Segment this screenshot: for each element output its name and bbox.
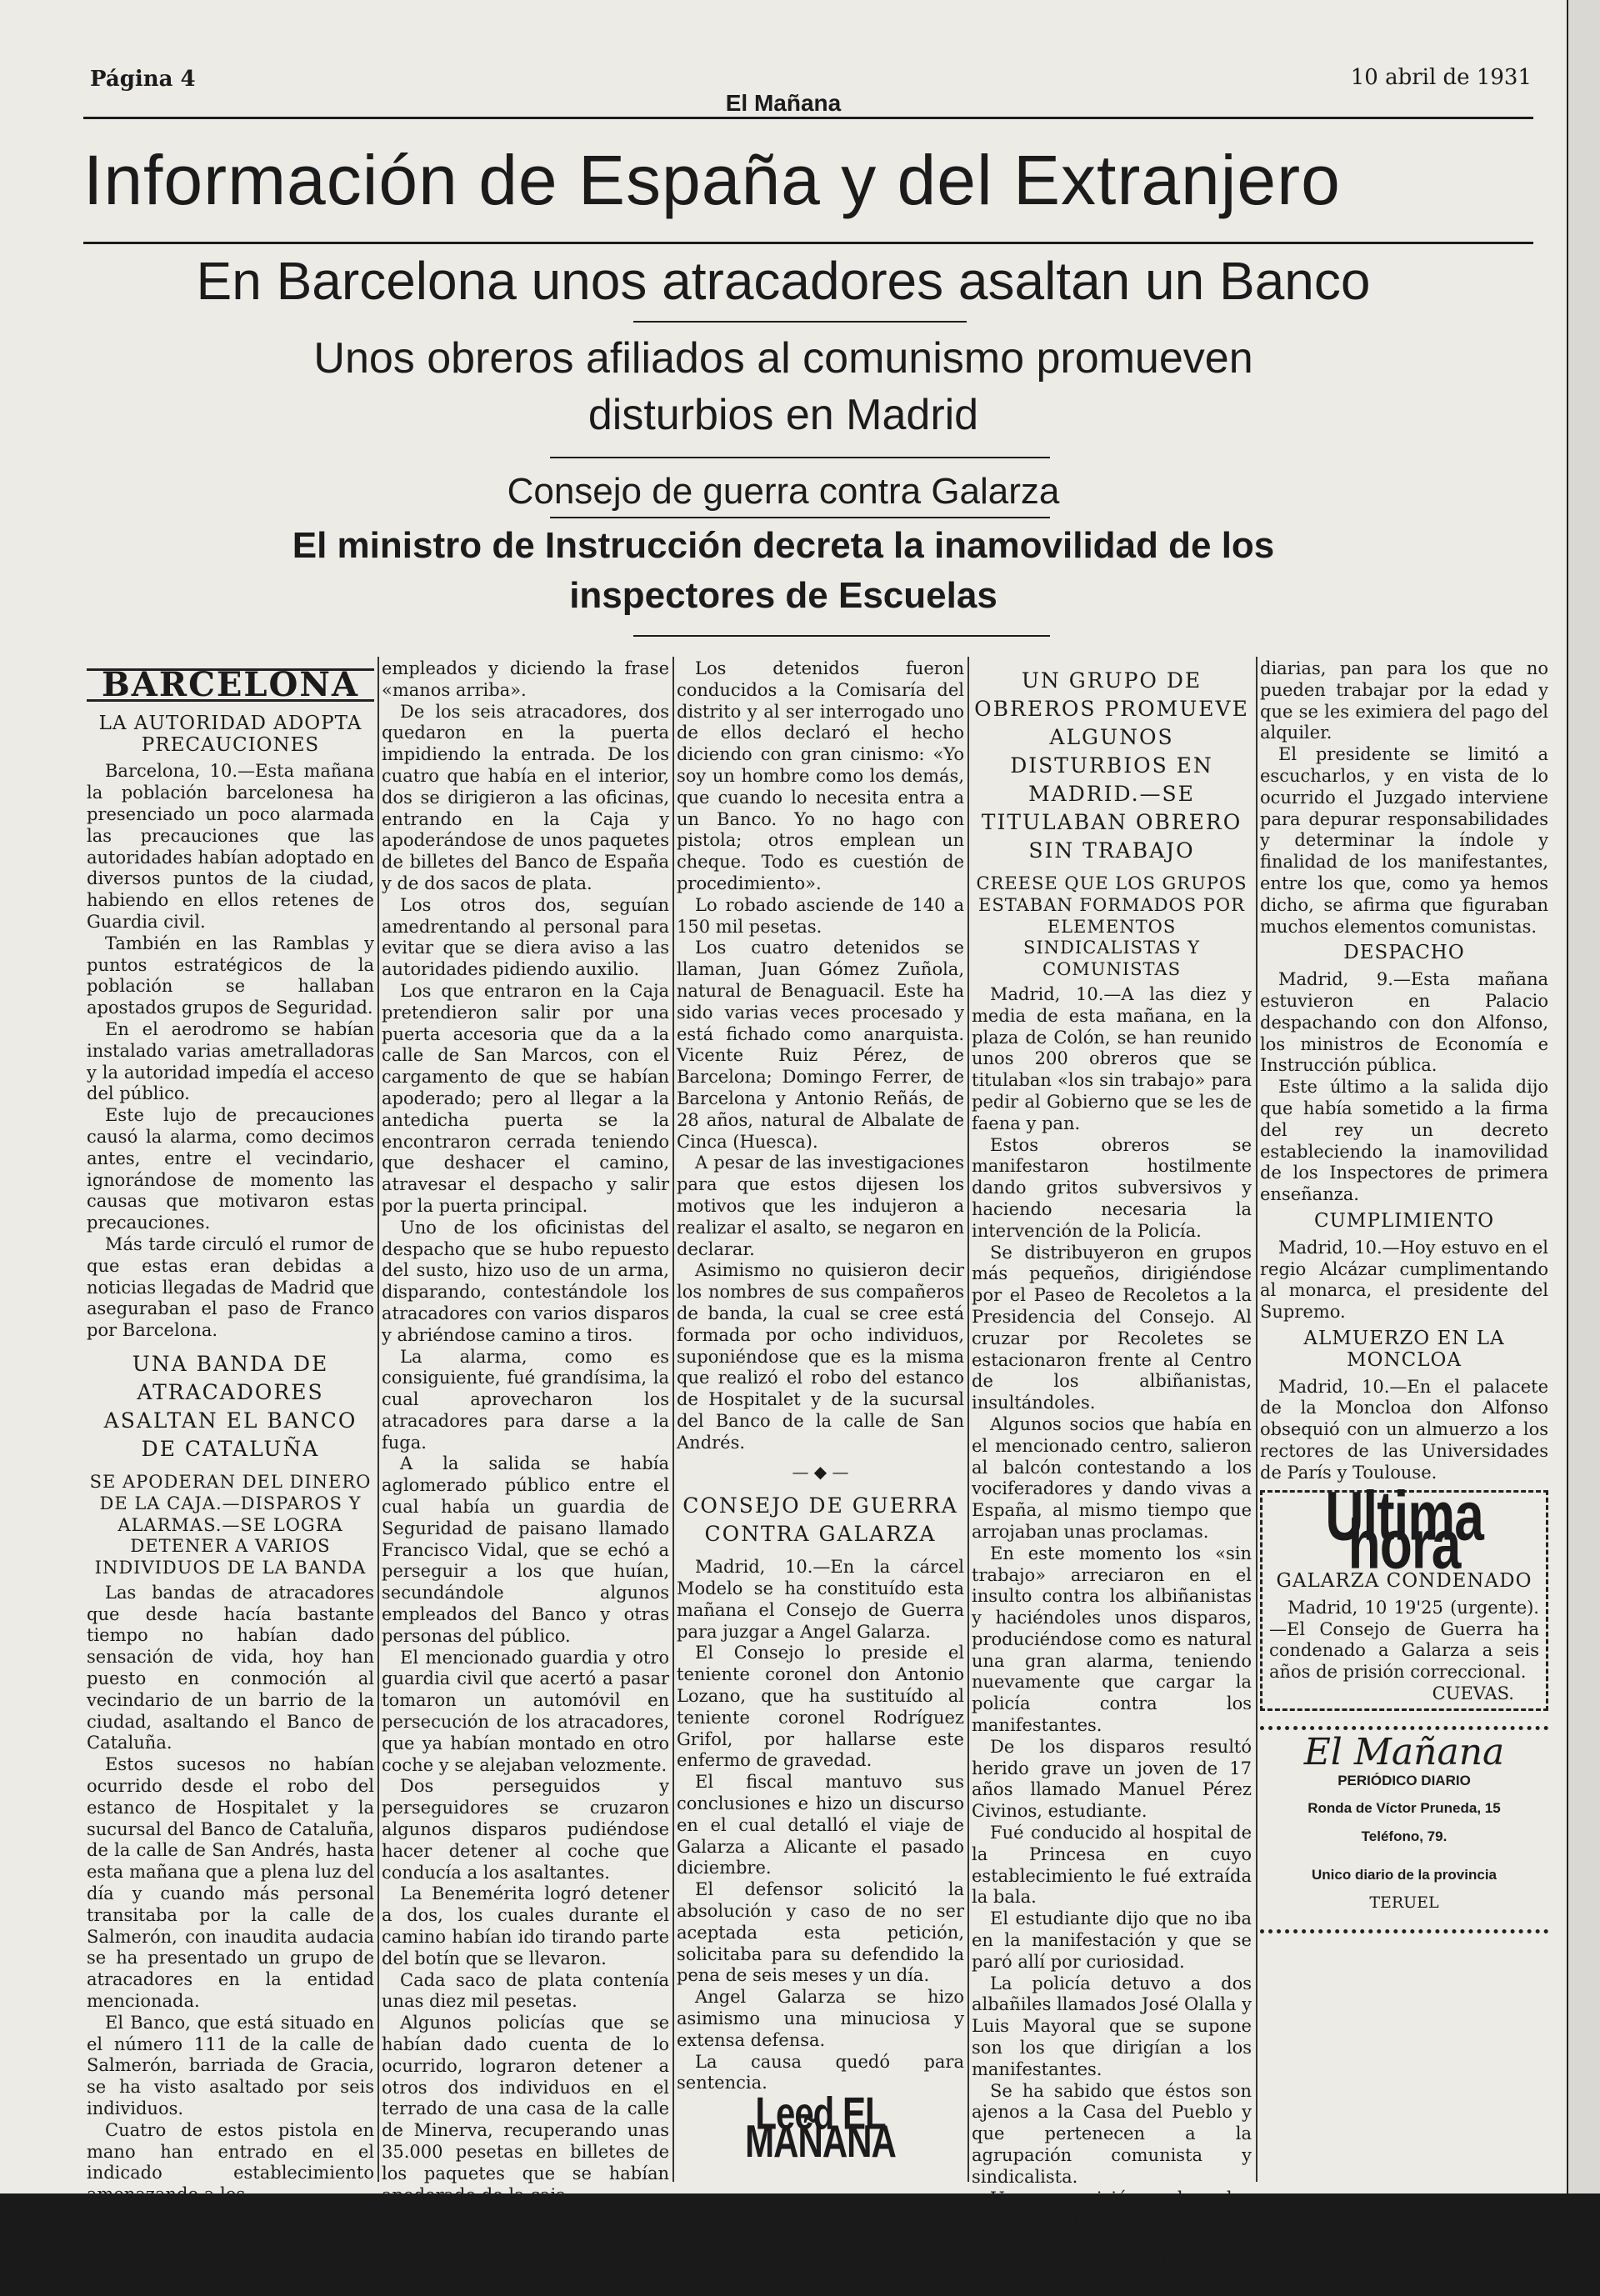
column-5 (1260, 658, 1548, 2158)
paragraph: De los disparos resultó herido grave un joven de 17 años llamado Manuel Pérez Civinos, estudiante. (972, 1736, 1252, 1822)
paragraph: Madrid, 10.—En la cárcel Modelo se ha constituído esta mañana el Consejo de Guerra para juzgar a Angel Galarza. (677, 1557, 964, 1642)
column-1 (87, 658, 374, 2205)
paragraph: Barcelona, 10.—Esta mañana la población barcelonesa ha presenciado un poco alarmada las precauciones que las autoridades habían adoptado en diversos puntos de la ciudad, habiendo en ellos retenes de Guardia civil. (87, 761, 374, 932)
column-3 (677, 658, 964, 2167)
ornament-divider: — ◆ — (792, 1462, 849, 1483)
paragraph: La policía detuvo a dos albañiles llamados José Olalla y Luis Mayoral que se supone son los que dirigían a los manifestantes. (972, 1973, 1252, 2079)
paragraph: Los otros dos, seguían amedrentando al personal para evitar que se diera aviso a las autoridades pidiendo auxilio. (382, 894, 669, 980)
headline-fourth: El ministro de Instrucción decreta la inamovilidad de los (292, 525, 1275, 566)
paragraph: El fiscal mantuvo sus conclusiones e hizo un discurso en el cual detalló el viaje de Galarza a Alicante el pasado diciembre. (677, 1772, 964, 1878)
column-2 (382, 658, 669, 2205)
paragraph: Este lujo de precauciones causó la alarma, como decimos antes, entre el vecindario, ignorándose de momento las causas que motivaron estas precauciones. (87, 1105, 374, 1233)
headline-rule (633, 321, 967, 323)
subheading: SE APODERAN DEL DINERO DE LA CAJA.—DISPAROS Y ALARMAS.—SE LOGRA DETENER A VARIOS INDIVIDUOS DE LA BANDA (89, 1471, 372, 1578)
paragraph: La Benemérita logró detener a dos, los cuales durante el camino habían ido tirando parte del botín que se llevaron. (382, 1883, 669, 1968)
paragraph: El presidente se limitó a escucharlos, y en vista de lo ocurrido el Juzgado interviene para depurar responsabilidades y determinar la índole y finalidad de los manifestantes, entre los que, como ya hemos dicho, se afirma que figuraban muchos elementos comunistas. (1260, 744, 1548, 937)
paragraph: Las bandas de atracadores que desde hacía bastante tiempo no habían dado sensación de vida, hoy han puesto en conmoción al vecindario de un barrio de la ciudad, asaltando el Banco de Cataluña. (87, 1582, 374, 1753)
advert-address: Ronda de Víctor Pruneda, 15 (1308, 1800, 1501, 1817)
column-rule (378, 657, 379, 2182)
subheading: DESPACHO (1343, 942, 1465, 964)
paragraph: Madrid, 9.—Esta mañana estuvieron en Palacio despachando con don Alfonso, los ministros de Economía e Instrucción pública. (1260, 969, 1548, 1076)
paragraph: diarias, pan para los que no pueden trabajar por la edad y que se les eximiera del pago del alquiler. (1260, 658, 1548, 743)
masthead-rule (83, 242, 1533, 244)
page-number: Página 4 (90, 67, 196, 92)
advert-subtitle: PERIÓDICO DIARIO (1338, 1772, 1471, 1788)
late-news-title: Ultima hora (1325, 1477, 1483, 1583)
paragraph: Angel Galarza se hizo asimismo una minuciosa y extensa defensa. (677, 1987, 964, 2050)
subheading: UN GRUPO DE OBREROS PROMUEVE ALGUNOS DISTURBIOS EN MADRID.—SE TITULABAN OBRERO SIN TRABAJO (974, 668, 1249, 863)
paragraph: Madrid, 10.—En el palacete de la Moncloa don Alfonso obsequió con un almuerzo a los rectores de las Universidades de París y Toulouse. (1260, 1376, 1548, 1483)
paragraph: Fué conducido al hospital de la Princesa en cuyo establecimiento le fué extraída la bala. (972, 1823, 1252, 1908)
paragraph: Que se les diera dos pesetas (990, 2273, 1242, 2294)
advert-slogan: Unico diario de la provincia (1312, 1867, 1497, 1883)
paragraph: Los detenidos fueron conducidos a la Comisaría del distrito y al ser interrogado uno de ellos declaró el hecho diciendo con gran cinismo: «Yo soy un hombre como los demás, que cuando lo necesita entra a un Banco. Yo no hago con pistola; otros emplean un cheque. Todo es cuestión de procedimiento». (677, 658, 964, 893)
paragraph: Madrid, 10.—A las diez y media de esta mañana, en la plaza de Colón, se han reunido unos 200 obreros que se titulaban «los sin trabajo» para pedir al Gobierno que se les de faena y pan. (972, 983, 1252, 1133)
paragraph: Estos obreros se manifestaron hostilmente dando gritos subversivos y haciendo necesaria la intervención de la Policía. (972, 1134, 1252, 1241)
subheading: CREESE QUE LOS GRUPOS ESTABAN FORMADOS POR ELEMENTOS SINDICALISTAS Y COMUNISTAS (976, 873, 1248, 980)
paragraph: A la salida se había aglomerado público entre el cual había un guardia de Seguridad de paisano llamado Francisco Vidal, que se echó a perseguir a los que huían, secundándole algunos empleados del Banco y otras personas del público. (382, 1453, 669, 1646)
paragraph: Los cuatro detenidos se llaman, Juan Gómez Zuñola, natural de Benaguacil. Este ha sido varias veces procesado y está fichado como anarquista. Vicente Ruiz Pérez, de Barcelona; Domingo Ferrer, de Barcelona y Antonio Reñás, de 28 años, natural de Albalate de Cinca (Huesca). (677, 938, 964, 1152)
promo-slogan: Leed EL MAÑANA (745, 2088, 896, 2167)
paragraph: A pesar de las investigaciones para que estos dijesen los motivos que les indujeron a realizar el asalto, se negaron en declarar. (677, 1153, 964, 1259)
column-4 (972, 658, 1252, 2294)
adjacent-page-edge (1567, 0, 1600, 2193)
paragraph: De los seis atracadores, dos quedaron en la puerta impidiendo la entrada. De los cuatro que había en el interior, dos se dirigieron a las oficinas, entrando en la Caja y apoderándose de unos paquetes de billetes del Banco de España y de dos sacos de plata. (382, 701, 669, 893)
paragraph: Algunos socios que había en el mencionado centro, salieron al balcón contestando a los vociferadores y dando vivas a España, al mismo tiempo que arrojaban unas proclamas. (972, 1413, 1252, 1542)
headline-third: Consejo de guerra contra Galarza (507, 471, 1060, 512)
subheading: LA AUTORIDAD ADOPTA PRECAUCIONES (98, 712, 362, 756)
newspaper-advert (1260, 1726, 1548, 1933)
paragraph: Madrid, 10 19'25 (urgente).—El Consejo de Guerra ha condenado a Galarza a seis años de prisión correccional. (1269, 1597, 1539, 1683)
byline: CUEVAS. (1432, 1683, 1514, 1704)
paragraph: El Consejo lo preside el teniente coronel don Antonio Lozano, que ha sustituído al teniente coronel Rodríguez Grifol, por hallarse este enfermo de gravedad. (677, 1643, 964, 1771)
issue-date: 10 abril de 1931 (1350, 65, 1532, 90)
paragraph: Madrid, 10.—Hoy estuvo en el regio Alcázar cumplimentando al monarca, el presidente del Supremo. (1260, 1237, 1548, 1323)
advert-phone: Teléfono, 79. (1361, 1828, 1448, 1845)
late-news-box (1260, 1477, 1548, 1710)
paragraph: Este último a la salida dijo que había sometido a la firma del rey un decreto estableciendo la inamovilidad de los Inspectores de primera enseñanza. (1260, 1077, 1548, 1205)
section-title-barcelona: BARCELONA (87, 668, 374, 702)
paragraph: Uno de los oficinistas del despacho que se hubo repuesto del susto, hizo uso de un arma, disparando, contestándole los atracadores con varios disparos y abriéndose camino a tiros. (382, 1217, 669, 1345)
column-rule (672, 657, 674, 2182)
headline-secondary-line2: disturbios en Madrid (588, 391, 979, 439)
headline-rule (550, 517, 1050, 518)
advert-title: El Mañana (1303, 1730, 1505, 1773)
subheading: CONSEJO DE GUERRA CONTRA GALARZA (682, 1493, 958, 1547)
paragraph: Cuatro de estos pistola en mano han entrado en el indicado establecimiento amenazando a los (87, 2119, 374, 2205)
subheading: UNA BANDA DE ATRACADORES ASALTAN EL BANCO DE CATALUÑA (103, 1351, 358, 1461)
paragraph: El Banco, que está situado en el número 111 de la calle de Salmerón, barriada de Gracia, se ha visto asaltado por seis individuos. (87, 2012, 374, 2119)
paragraph: Estos sucesos no habían ocurrido desde el robo del estanco de Hospitalet y la sucursal del Banco de Cataluña, de la calle de San Andrés, hasta esta mañana que a plena luz del día y cuando más personal transitaba por la calle de Salmerón, con inaudita audacia se ha presentado un grupo de atracadores en la entidad mencionada. (87, 1754, 374, 2012)
column-rule (968, 657, 969, 2182)
paragraph: En el aerodromo se habían instalado varias ametralladoras y la autoridad impedía el acceso del público. (87, 1018, 374, 1104)
headline-main: En Barcelona unos atracadores asaltan un Banco (196, 251, 1371, 311)
subheading: CUMPLIMIENTO (1313, 1209, 1495, 1232)
paragraph: empleados y diciendo la frase «manos arriba». (382, 658, 669, 700)
paragraph: Se ha sabido que éstos son ajenos a la Casa del Pueblo y que pertenecen a la agrupación comunista y sindicalista. (972, 2080, 1252, 2187)
newspaper-name: El Mañana (725, 90, 842, 116)
paragraph: Se distribuyeron en grupos más pequeños, dirigiéndose por el Paseo de Recoletos a la Presidencia del Consejo. Al cruzar por Recoletes se estacionaron frente al Centro de los albiñanistas, insultándoles. (972, 1242, 1252, 1413)
headline-rule (550, 457, 1050, 458)
paragraph: Una comisión de los manifestantes fué a la Presidencia del Consejo para hacer la siguiente petición: (972, 2188, 1252, 2273)
paragraph: Los que entraron en la Caja pretendieron salir por una puerta accesoria que da a la calle de San Marcos, con el cargamento de que se habían apoderado; pero al llegar a la antedicha puerta se la encontraron cerrada teniendo que deshacer el camino, atravesar el despacho y salir por la puerta principal. (382, 980, 669, 1216)
paragraph: Dos perseguidos y perseguidores se cruzaron algunos disparos pudiéndose hacer detener al coche que conducía a los asaltantes. (382, 1776, 669, 1883)
headline-rule (633, 635, 1050, 637)
header-rule (83, 117, 1533, 119)
paragraph: Cada saco de plata contenía unas diez mil pesetas. (382, 1969, 669, 2012)
paragraph: El mencionado guardia y otro guardia civil que acertó a pasar tomaron un automóvil en persecución de los atracadores, que ya habían montado en otro coche y se alejaban velozmente. (382, 1647, 669, 1775)
paragraph: La alarma, como es consiguiente, fué grandísima, la cual aprovecharon los atracadores para darse a la fuga. (382, 1346, 669, 1453)
paragraph: Algunos policías que se habían dado cuenta de lo ocurrido, lograron detener a otros dos individuos en el terrado de una casa de la calle de Minerva, recuperando unas 35.000 pesetas en billetes de los paquetes que se habían apoderado de la caja. (382, 2013, 669, 2205)
paragraph: Asimismo no quisieron decir los nombres de sus compañeros de banda, la cual se cree está formada por ocho individuos, suponiéndose que es la misma que realizó el robo del estanco de Hospitalet y de la sucursal del Banco de la calle de San Andrés. (677, 1260, 964, 1453)
paragraph: Más tarde circuló el rumor de que estas eran debidas a noticias llegadas de Madrid que aseguraban el paso de Franco por Barcelona. (87, 1233, 374, 1341)
subheading: GALARZA CONDENADO (1276, 1570, 1532, 1593)
headline-secondary: Unos obreros afiliados al comunismo promueven (313, 334, 1253, 383)
column-rule (1256, 657, 1258, 2182)
paragraph: El estudiante dijo que no iba en la manifestación y que se paró allí por curiosidad. (972, 1908, 1252, 1972)
paragraph: En este momento los «sin trabajo» arreciaron en el insulto contra los albiñanistas y haciéndoles unos disparos, produciéndose como es natural una gran alarma, teniendo nuevamente que cargar la policía contra los manifestantes. (972, 1543, 1252, 1736)
subheading: ALMUERZO EN LA MONCLOA (1303, 1327, 1505, 1371)
paragraph: Lo robado asciende de 140 a 150 mil pesetas. (677, 894, 964, 937)
advert-city: TERUEL (1369, 1893, 1439, 1912)
paragraph: El defensor solicitó la absolución y caso de no ser aceptada esta petición, solicitaba para su defendido la pena de seis meses y un día. (677, 1879, 964, 1986)
headline-fourth-line2: inspectores de Escuelas (569, 575, 998, 616)
section-masthead: Información de España y del Extranjero (83, 141, 1341, 219)
paragraph: La causa quedó para sentencia. (677, 2051, 964, 2093)
paragraph: También en las Ramblas y puntos estratégicos de la población se hallaban apostados grupos de Seguridad. (87, 933, 374, 1018)
